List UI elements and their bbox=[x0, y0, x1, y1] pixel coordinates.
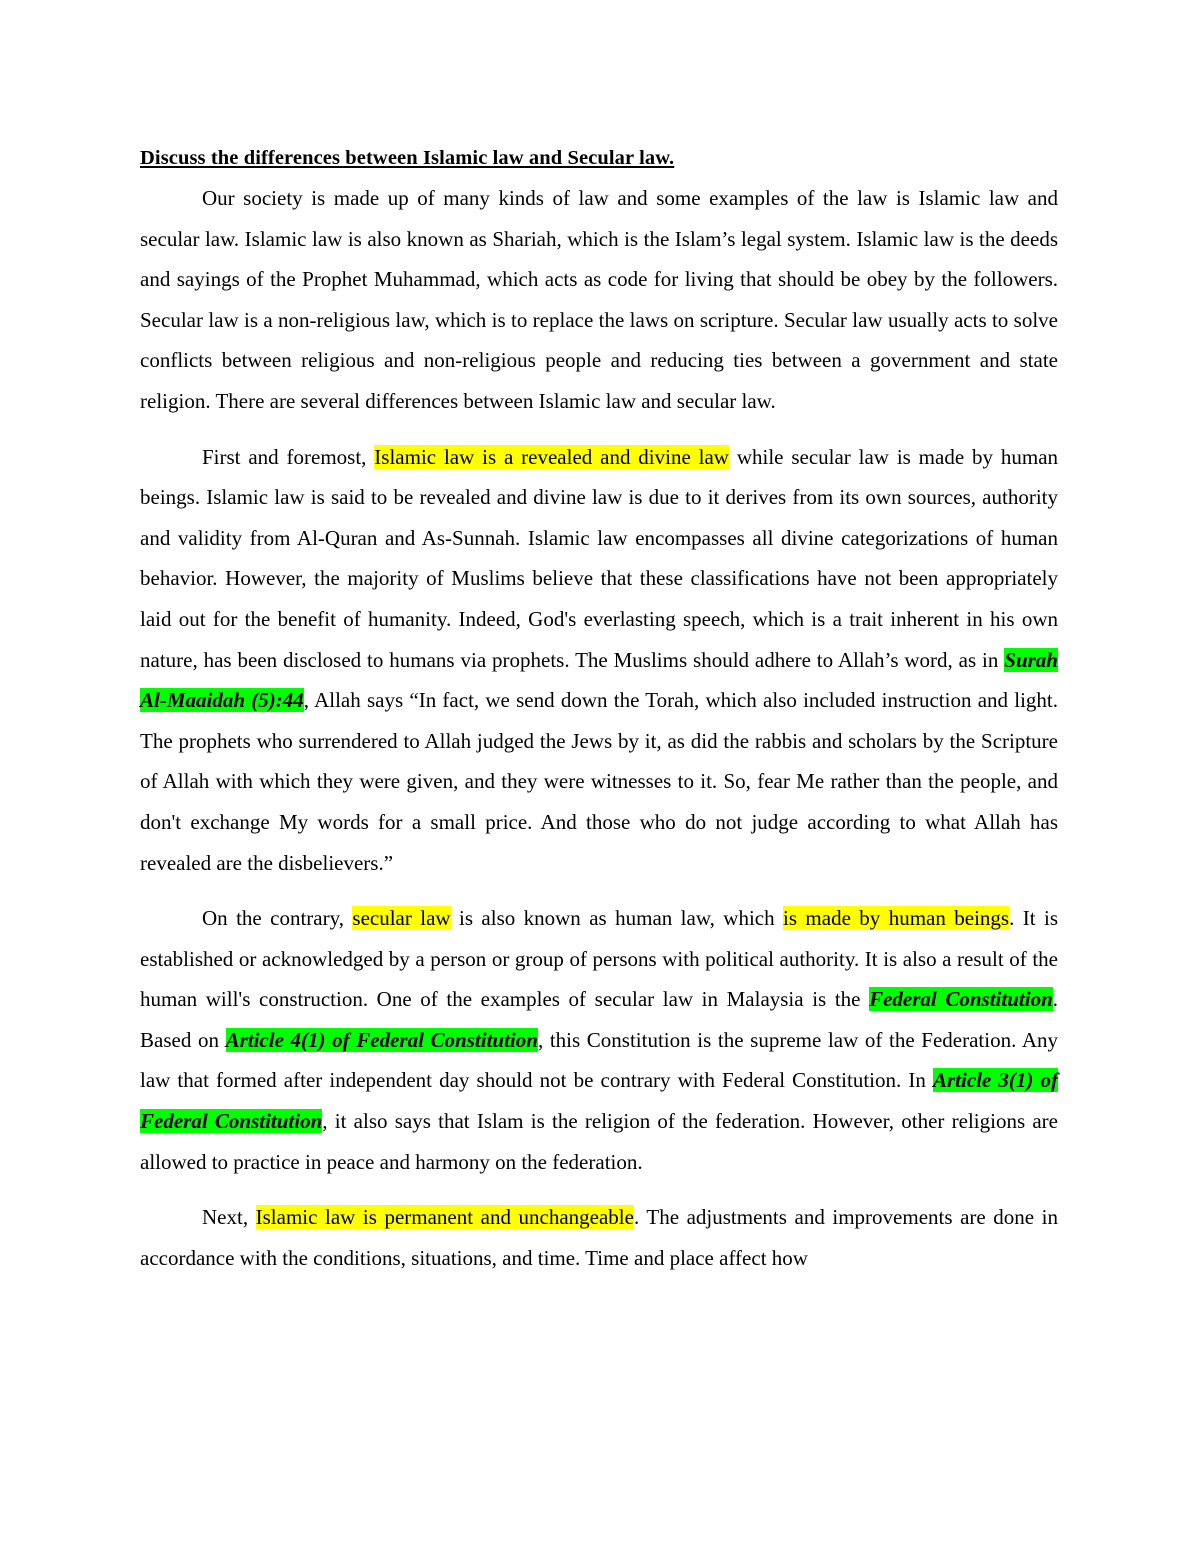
green-highlight-citation: Article 4(1) of Federal Constitution bbox=[225, 1027, 538, 1052]
paragraph-text: , this Constitution is the supreme law of the Federation. Any law that formed after independent day should not be contrary with Federal Constitution. In bbox=[140, 1027, 1058, 1093]
paragraph-introduction bbox=[140, 178, 1058, 422]
paragraph-text: Our society is made up of many kinds of law and some examples of the law is Islamic law and secular law. Islamic law is also known as Shariah, which is the Islam’s legal system. Islamic law is the deeds and sayings of the Prophet Muhammad, which acts as code for living that should be obey by the followers. Secular law is a non-religious law, which is to replace the laws on scripture. Secular law usually acts to solve conflicts between religious and non-religious people and reducing ties between a government and state religion. There are several differences between Islamic law and secular law. bbox=[140, 186, 1058, 413]
yellow-highlight: Islamic law is permanent and unchangeable bbox=[255, 1205, 634, 1230]
paragraph-text: First and foremost, bbox=[202, 444, 375, 469]
paragraph-text: Next, bbox=[202, 1205, 256, 1230]
green-highlight-citation: Article 3(1) of Federal Constitution bbox=[140, 1068, 1058, 1134]
paragraph-text: , it also says that Islam is the religion of the federation. However, other religions are allowed to practice in peace and harmony on the federation. bbox=[140, 1109, 1058, 1174]
green-highlight-citation: Federal Constitution bbox=[869, 987, 1053, 1012]
yellow-highlight: is made by human beings bbox=[783, 906, 1010, 931]
paragraph-secular-law bbox=[140, 898, 1058, 1182]
yellow-highlight: secular law bbox=[352, 906, 451, 931]
paragraph-text: , Allah says “In fact, we send down the Torah, which also included instruction and light. The prophets who surrendered to Allah judged the Jews by it, as did the rabbis and scholars by the Scripture of Allah with which they were given, and they were witnesses to it. So, fear Me rather than the people, and don't exchange My words for a small price. And those who do not judge according to what Allah has revealed are the disbelievers.” bbox=[140, 688, 1059, 875]
yellow-highlight: Islamic law is a revealed and divine law bbox=[374, 444, 729, 469]
paragraph-text: while secular law is made by human beings. Islamic law is said to be revealed and divine law is due to it derives from its own sources, authority and validity from Al-Quran and As-Sunnah. Islamic law encompasses all divine categorizations of human behavior. However, the majority of Muslims believe that these classifications have not been appropriately laid out for the benefit of humanity. Indeed, God's everlasting speech, which is a trait inherent in his own nature, has been disclosed to humans via prophets. The Muslims should adhere to Allah’s word, as in bbox=[140, 444, 1059, 672]
paragraph-text: is also known as human law, which bbox=[450, 906, 784, 931]
paragraph-permanent-law bbox=[140, 1197, 1058, 1278]
paragraph-text: . It is established or acknowledged by a person or group of persons with political authority. It is also a result of the human will's construction. One of the examples of secular law in Malaysia is the bbox=[140, 906, 1059, 1012]
paragraph-text: . The adjustments and improvements are done in accordance with the conditions, situations, and time. Time and place affect how bbox=[140, 1205, 1058, 1270]
paragraph-revealed-divine-law bbox=[140, 437, 1058, 884]
document-body bbox=[140, 138, 1058, 1278]
paragraph-text: . Based on bbox=[140, 987, 1058, 1052]
green-highlight-citation: Surah Al-Maaidah (5):44 bbox=[140, 647, 1058, 713]
paragraph-text: On the contrary, bbox=[202, 906, 353, 931]
document-title: Discuss the differences between Islamic law and Secular law. bbox=[140, 147, 675, 169]
